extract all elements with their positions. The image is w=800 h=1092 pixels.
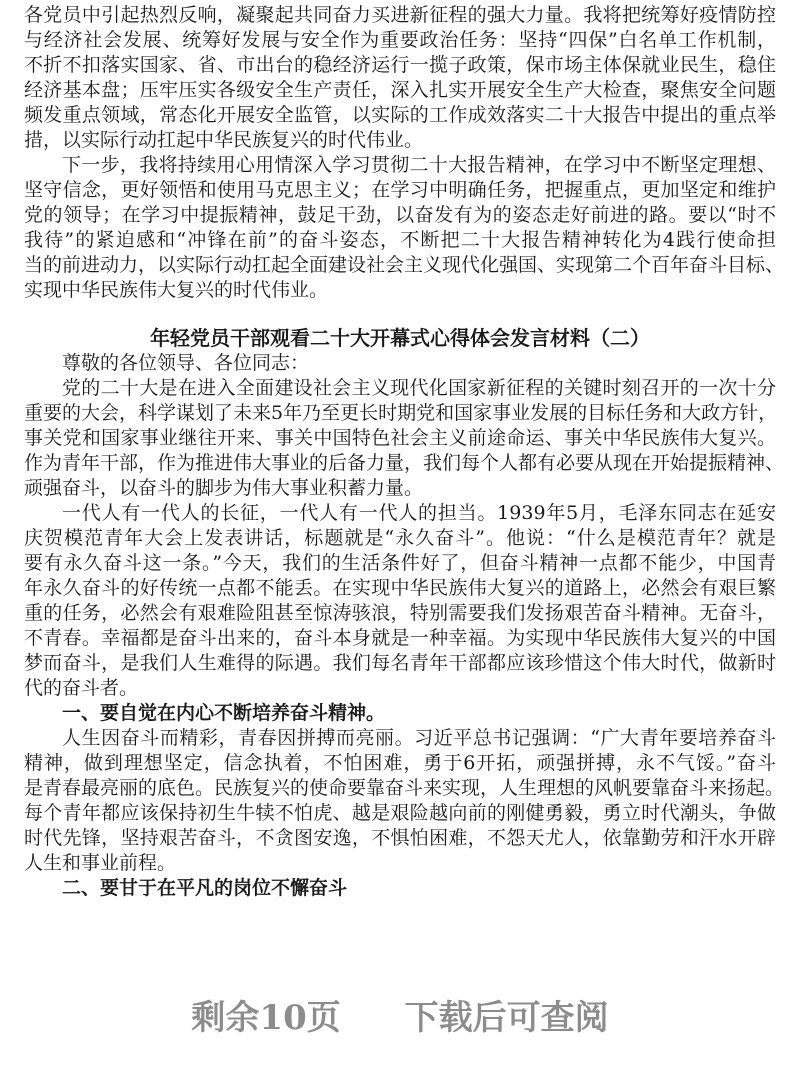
text-line: 党的领导；在学习中提振精神，鼓足干劲，以奋发有为的姿态走好前进的路。要以“时不 xyxy=(24,204,776,226)
text-line: 不青春。幸福都是奋斗出来的，奋斗本身就是一种幸福。为实现中华民族伟大复兴的中国 xyxy=(24,627,776,649)
text-line: 重要的大会，科学谋划了未来5年乃至更长时期党和国家事业发展的目标任务和大政方针， xyxy=(24,402,778,424)
download-to-view-text[interactable]: 下载后可查阅 xyxy=(404,998,609,1038)
text-line: 实现中华民族伟大复兴的时代伟业。 xyxy=(24,279,329,301)
text-line: 梦而奋斗，是我们人生难得的际遇。我们每名青年干部都应该珍惜这个伟大时代，做新时 xyxy=(24,652,776,674)
section-heading xyxy=(24,701,776,726)
text-line: 精神，做到理想坚定，信念执着，不怕困难，勇于6开拓，顽强拼搏，永不气馁。”奋斗 xyxy=(24,752,776,774)
paragraph xyxy=(24,153,785,303)
document-title: 年轻党员干部观看二十大开幕式心得体会发言材料（二） xyxy=(150,326,650,350)
text-line: 当的前进动力，以实际行动扛起全面建设社会主义现代化强国、实现第二个百年奋斗目标、 xyxy=(24,254,785,276)
paragraph xyxy=(24,376,785,501)
text-line: 措，以实际行动扛起中华民族复兴的时代伟业。 xyxy=(24,129,424,151)
text-line: 我待”的紧迫感和“冲锋在前”的奋斗姿态，不断把二十大报告精神转化为4践行使命担 xyxy=(24,229,776,251)
text-line: 每个青年都应该保持初生牛犊不怕虎、越是艰险越向前的刚健勇毅，勇立时代潮头，争做 xyxy=(24,802,776,824)
text-line: 要有永久奋斗这一条。”今天，我们的生活条件好了，但奋斗精神一点都不能少，中国青 xyxy=(24,552,776,574)
text-line: 事关党和国家事业继往开来、事关中国特色社会主义前途命运、事关中华民族伟大复兴。 xyxy=(24,427,776,449)
text-line: 人生因奋斗而精彩，青春因拼搏而亮丽。习近平总书记强调：“广大青年要培养奋斗 xyxy=(62,727,776,749)
text-line: 代的奋斗者。 xyxy=(24,677,139,699)
paragraph xyxy=(24,726,785,876)
text-line: 作为青年干部，作为推进伟大事业的后备力量，我们每个人都有必要从现在开始提振精神、 xyxy=(24,452,785,474)
text-line: 一代人有一代人的长征，一代人有一代人的担当。1939年5月，毛泽东同志在延安 xyxy=(62,502,776,524)
text-line: 人生和事业前程。 xyxy=(24,852,177,874)
text-line: 重的任务，必然会有艰难险阻甚至惊涛骇浪，特别需要我们发扬艰苦奋斗精神。无奋斗， xyxy=(24,602,776,624)
document-section-1 xyxy=(24,3,785,303)
text-line: 经济基本盘；压牢压实各级安全生产责任，深入扎实开展安全生产大检查，聚焦安全问题 xyxy=(24,79,776,101)
section-heading xyxy=(24,876,776,901)
text-line: 是青春最亮丽的底色。民族复兴的使命要靠奋斗来实现，人生理想的风帆要靠奋斗来扬起。 xyxy=(24,777,785,799)
text-line: 时代先锋，坚持艰苦奋斗，不贪图安逸，不惧怕困难，不怨天尤人，依靠勤劳和汗水开辟 xyxy=(24,827,776,849)
text-line: 坚守信念，更好领悟和使用马克思主义；在学习中明确任务，把握重点，更加坚定和维护 xyxy=(24,179,776,201)
text-line: 党的二十大是在进入全面建设社会主义现代化国家新征程的关键时刻召开的一次十分 xyxy=(62,377,776,399)
text-line: 一、要自觉在内心不断培养奋斗精神。 xyxy=(62,702,386,724)
text-line: 顽强奋斗，以奋斗的脚步为伟大事业积蓄力量。 xyxy=(24,477,424,499)
text-line: 频发重点领域，常态化开展安全监管，以实际的工作成效落实二十大报告中提出的重点举 xyxy=(24,104,776,126)
paragraph xyxy=(24,3,776,153)
paragraph xyxy=(24,351,776,376)
preview-limit-banner[interactable] xyxy=(0,990,800,1039)
text-line: 与经济社会发展、统筹好发展与安全作为重要政治任务：坚持“四保”白名单工作机制， xyxy=(24,29,776,51)
remaining-pages-text: 剩余10页 xyxy=(191,998,341,1038)
text-line: 尊敬的各位领导、各位同志： xyxy=(62,352,310,374)
paragraph xyxy=(24,501,776,701)
text-line: 不折不扣落实国家、省、市出台的稳经济运行一揽子政策，保市场主体保就业民生，稳住 xyxy=(24,54,776,76)
text-line: 各党员中引起热烈反响，凝聚起共同奋力买进新征程的强大力量。我将把统筹好疫情防控 xyxy=(24,4,776,26)
text-line: 庆贺模范青年大会上发表讲话，标题就是“永久奋斗”。他说：“什么是模范青年？就是 xyxy=(24,527,776,549)
text-line: 年永久奋斗的好传统一点都不能丢。在实现中华民族伟大复兴的道路上，必然会有艰巨繁 xyxy=(24,577,776,599)
text-line: 下一步，我将持续用心用情深入学习贯彻二十大报告精神，在学习中不断坚定理想、 xyxy=(62,154,776,176)
document-section-2 xyxy=(24,351,785,901)
text-line: 二、要甘于在平凡的岗位不懈奋斗 xyxy=(62,877,348,899)
